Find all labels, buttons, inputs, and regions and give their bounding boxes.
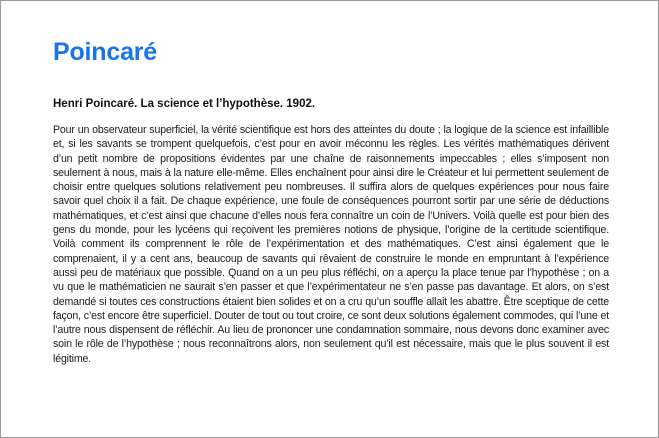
body-paragraph: Pour un observateur superficiel, la vérité scientifique est hors des atteintes du doute ; la logique de la science est infaillible et, si les savants se trompent quelquefois, c’est pour en avoir méconnu les règles. Les vérités mathématiques dérivent d’un petit nombre de propositions évidentes par une chaîne de raisonnements impeccables ; elles s’imposent non seulement à nous, mais à la nature elle-même. Elles enchaînent pour ainsi dire le Créateur et lui permettent seulement de choisir entre quelques solutions relativement peu nombreuses. Il suffira alors de quelques expériences pour nous faire savoir quel choix il a fait. De chaque expérience, une foule de conséquences pourront sortir par une série de déductions mathématiques, et c’est ainsi que chacune d’elles nous fera connaître un coin de l’Univers. Voilà quelle est pour bien des gens du monde, pour les lycéens qui reçoivent les premières notions de physique, l’origine de la certitude scientifique. Voilà comment ils comprennent le rôle de l’expérimentation et des mathématiques. C’est ainsi également que le comprenaient, il y a cent ans, beaucoup de savants qui rêvaient de construire le monde en empruntant à l’expérience aussi peu de matériaux que possible. Quand on a un peu plus réfléchi, on a aperçu la place tenue par l’hypothèse ; on a vu que le mathématicien ne saurait s’en passer et que l’expérimentateur ne s’en passe pas davantage. Et alors, on s’est demandé si toutes ces constructions étaient bien solides et on a cru qu’un souffle allait les abattre. Être sceptique de cette façon, c’est encore être superficiel. Douter de tout ou tout croire, ce sont deux solutions également commodes, qui l’une et l’autre nous dispensent de réfléchir. Au lieu de prononcer une condamnation sommaire, nous devons donc examiner avec soin le rôle de l’hypothèse ; nous reconnaîtrons alors, non seulement qu’il est nécessaire, mais que le plus souvent il est légitime.	[53, 124, 609, 365]
page-title: Poincaré	[53, 38, 158, 66]
document-subtitle: Henri Poincaré. La science et l’hypothèse. 1902.	[53, 98, 316, 110]
